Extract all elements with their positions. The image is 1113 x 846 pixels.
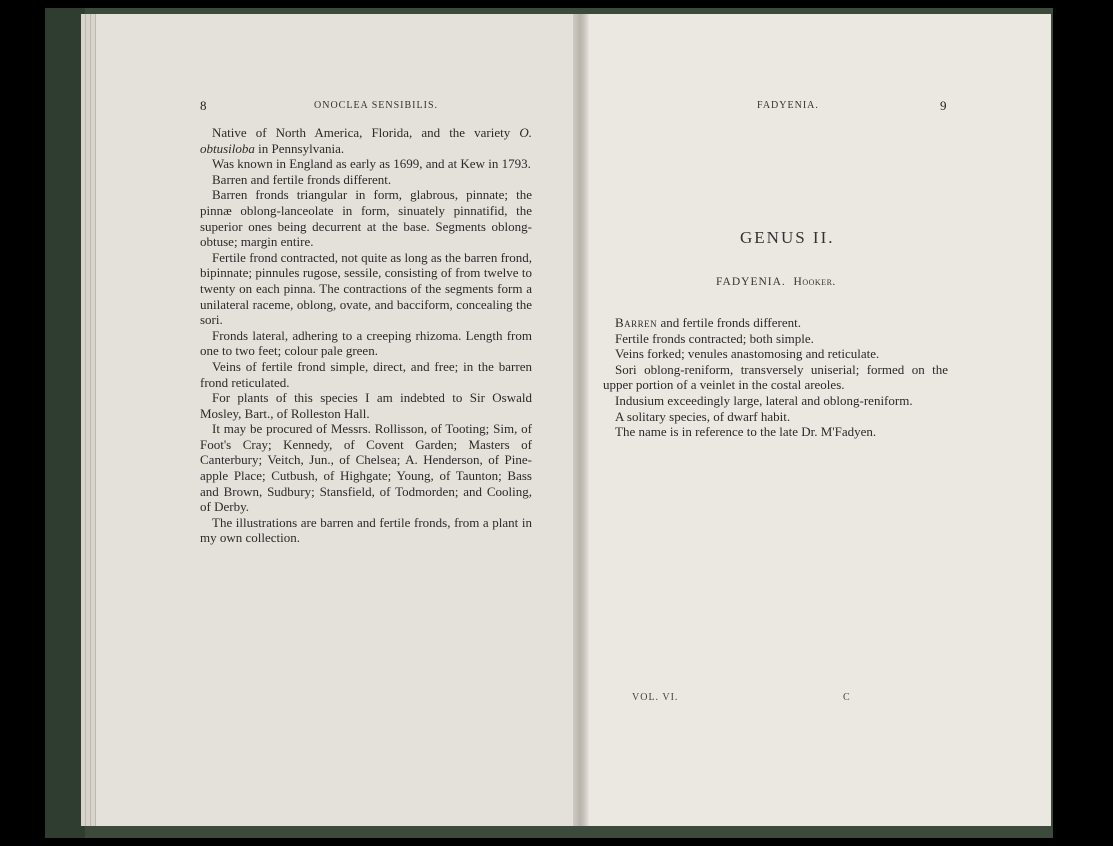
paragraph — [200, 125, 532, 156]
lead-smallcaps: Barren — [615, 315, 658, 330]
paragraph — [200, 328, 532, 359]
paragraph-text: For plants of this species I am indebted to Sir Oswald Mosley, Bart., of Rolleston Hall. — [200, 390, 532, 421]
paragraph-text: Native of North America, Florida, and the variety — [212, 125, 520, 140]
paragraph-text: It may be procured of Messrs. Rollisson, of Tooting; Sim, of Foot's Cray; Kennedy, of Covent Garden; Masters of Canterbury; Veitch, Jun., of Chelsea; A. Henderson, of Pine-apple Place; Cutbush, of Highgate; Young, of Taunton; Bass and Brown, Sudbury; Stansfield, of Todmorden; and Cooling, of Derby. — [200, 421, 532, 515]
paragraph-text: The illustrations are barren and fertile fronds, from a plant in my own collection. — [200, 514, 532, 546]
paragraph: A solitary species, of dwarf habit. — [615, 408, 791, 424]
paragraph — [200, 390, 532, 421]
left-page-body — [200, 125, 532, 546]
paragraph-text: Was known in England as early as 1699, and at Kew in 1793. — [212, 156, 531, 172]
genus-subheading — [716, 276, 836, 288]
paragraph — [200, 359, 532, 390]
paragraph — [200, 187, 532, 249]
paragraph-text: in Pennsylvania. — [254, 140, 345, 156]
paragraph-text: Barren and fertile fronds different. — [212, 171, 392, 187]
paragraph-text: and fertile fronds different. — [657, 315, 801, 330]
paragraph-text: Veins of fertile frond simple, direct, and free; in the barren frond reticulated. — [200, 358, 532, 390]
paragraph: Sori oblong-reniform, transversely uniserial; formed on the upper portion of a veinlet in the costal areoles. — [603, 361, 948, 393]
italic-term: O. obtusiloba — [200, 125, 532, 156]
page-edge — [91, 14, 96, 826]
paragraph: Veins forked; venules anastomosing and reticulate. — [615, 346, 880, 362]
book-gutter — [573, 14, 589, 826]
paragraph: Indusium exceedingly large, lateral and oblong-reniform. — [615, 392, 913, 408]
paragraph-text: Barren fronds triangular in form, glabrous, pinnate; the pinnæ oblong-lanceolate in form, sinuately pinnatifid, the superior ones being decurrent at the base. Segments oblong-obtuse; margin entire. — [200, 187, 532, 250]
paragraph-text: Fronds lateral, adhering to a creeping rhizoma. Length from one to two feet; colour pale green. — [200, 327, 532, 359]
genus-author: Hooker. — [793, 276, 836, 288]
paragraph-text: Fertile frond contracted, not quite as long as the barren frond, bipinnate; pinnules rugose, sessile, consisting of from twelve to twenty on each pinna. The contractions of the segments form a unilateral raceme, oblong, ovate, and bacciform, concealing the sori. — [200, 249, 532, 328]
footer-signature: C — [843, 692, 851, 703]
paragraph — [200, 172, 532, 188]
right-page-body — [603, 315, 948, 440]
genus-title: GENUS II. — [740, 228, 835, 247]
paragraph — [200, 156, 532, 172]
cover-spine-edge — [45, 8, 85, 838]
footer-volume: VOL. VI. — [632, 692, 679, 703]
paragraph — [200, 515, 532, 546]
paragraph: The name is in reference to the late Dr. M'Fadyen. — [615, 424, 877, 440]
running-head-right: FADYENIA. — [757, 100, 819, 111]
paragraph — [200, 250, 532, 328]
paragraph — [200, 421, 532, 515]
page-number-left: 8 — [200, 98, 207, 113]
running-head-left: ONOCLEA SENSIBILIS. — [314, 100, 439, 111]
paragraph: Fertile fronds contracted; both simple. — [615, 330, 814, 346]
page-number-right: 9 — [940, 98, 947, 113]
genus-name: FADYENIA. — [716, 276, 786, 288]
paragraph — [603, 315, 948, 331]
